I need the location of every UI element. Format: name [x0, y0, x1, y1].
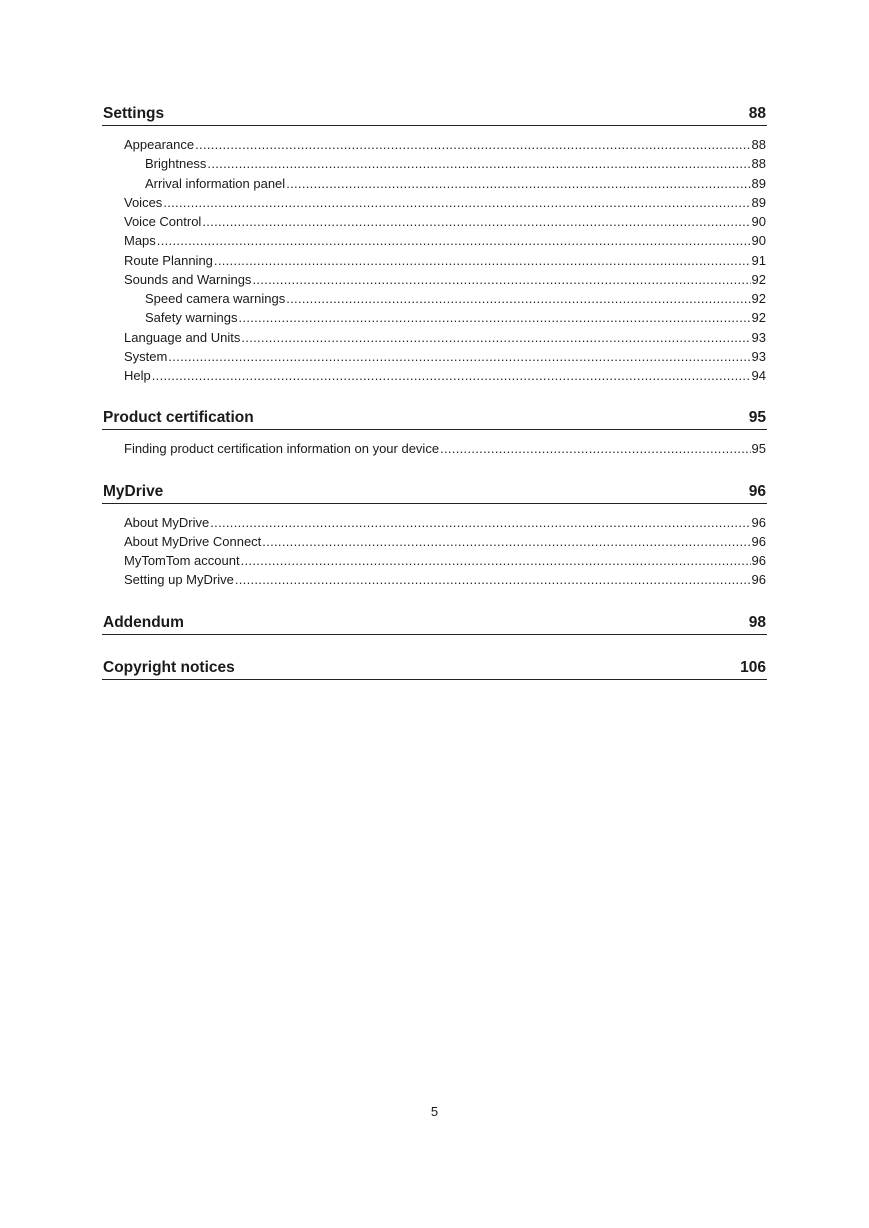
- section-heading[interactable]: [102, 104, 767, 126]
- toc-entry-label: Speed camera warnings: [145, 291, 286, 306]
- section-heading[interactable]: [102, 408, 767, 430]
- toc-entry[interactable]: [102, 551, 767, 570]
- dot-leader: [210, 513, 750, 532]
- toc-entry-page: 93: [751, 329, 766, 345]
- toc-entry-label: Sounds and Warnings: [124, 271, 252, 287]
- toc-entry-page: 89: [751, 175, 766, 191]
- toc-section: [102, 658, 767, 680]
- toc-entry-page: 96: [751, 553, 766, 568]
- section-title: MyDrive: [103, 482, 164, 500]
- toc-entry[interactable]: [102, 251, 767, 270]
- dot-leader: [202, 212, 750, 231]
- section-title: Copyright notices: [103, 658, 235, 676]
- toc-entry[interactable]: [102, 513, 767, 532]
- toc-entry-page: 88: [751, 156, 766, 172]
- dot-leader: [152, 366, 751, 385]
- section-title: Product certification: [103, 409, 254, 427]
- toc-entry[interactable]: [102, 532, 767, 551]
- section-heading[interactable]: [102, 482, 767, 504]
- dot-leader: [168, 347, 750, 366]
- section-page-number: 98: [748, 613, 766, 631]
- toc-entry-page: 96: [751, 533, 766, 549]
- toc-entry-label: Arrival information panel: [145, 175, 286, 191]
- dot-leader: [252, 270, 750, 289]
- dot-leader: [440, 439, 750, 458]
- toc-entry-label: MyTomTom account: [124, 553, 240, 568]
- toc-section: [102, 613, 767, 635]
- toc-entry-page: 93: [751, 348, 766, 364]
- dot-leader: [286, 289, 750, 308]
- page-number: 5: [430, 1104, 439, 1119]
- toc-entry[interactable]: [102, 193, 767, 212]
- toc-entry[interactable]: [102, 135, 767, 154]
- dot-leader: [157, 231, 751, 250]
- toc-entry-page: 96: [751, 514, 766, 530]
- dot-leader: [286, 174, 750, 193]
- section-page-number: 106: [740, 658, 766, 676]
- toc-entry-page: 90: [751, 233, 766, 249]
- toc-entry[interactable]: [102, 328, 767, 347]
- section-page-number: 96: [748, 482, 766, 500]
- toc-entry-page: 92: [751, 310, 766, 326]
- toc-entry-label: Maps: [124, 233, 156, 249]
- dot-leader: [207, 154, 750, 173]
- section-page-number: 88: [748, 105, 766, 122]
- toc-entry-page: 92: [751, 291, 766, 306]
- dot-leader: [163, 193, 750, 212]
- toc-entry-page: 92: [751, 271, 766, 287]
- toc-entry-label: About MyDrive: [124, 514, 210, 530]
- toc-entry-page: 96: [751, 572, 766, 588]
- toc-entry[interactable]: [102, 154, 767, 173]
- dot-leader: [195, 135, 750, 154]
- toc-entry-label: Language and Units: [124, 329, 241, 345]
- toc-entry-label: Finding product certification information on your device: [124, 441, 440, 457]
- toc-entry[interactable]: [102, 270, 767, 289]
- toc-entry[interactable]: [102, 289, 767, 308]
- toc-entry[interactable]: [102, 439, 767, 458]
- toc-entry[interactable]: [102, 570, 767, 589]
- toc-entry-page: 89: [751, 194, 766, 210]
- toc-entry-page: 95: [751, 441, 766, 457]
- dot-leader: [262, 532, 750, 551]
- section-heading[interactable]: [102, 613, 767, 635]
- toc-entry[interactable]: [102, 174, 767, 193]
- toc-section: [102, 104, 767, 385]
- toc-entry-label: Appearance: [124, 137, 195, 152]
- toc-entry-label: System: [124, 348, 168, 364]
- toc-entry-label: Help: [124, 368, 151, 383]
- toc-entry-page: 91: [751, 252, 766, 268]
- toc-entry[interactable]: [102, 231, 767, 250]
- toc-entry-label: Safety warnings: [145, 310, 238, 326]
- toc-entry-page: 90: [751, 214, 766, 229]
- toc-entry-label: Setting up MyDrive: [124, 572, 234, 588]
- section-page-number: 95: [748, 409, 766, 427]
- toc-section: [102, 482, 767, 590]
- toc-entry[interactable]: [102, 366, 767, 385]
- toc-entry-label: Route Planning: [124, 252, 213, 268]
- section-title: Addendum: [103, 613, 184, 631]
- toc-entry-label: Brightness: [145, 156, 207, 172]
- table-of-contents: [102, 104, 767, 703]
- toc-entry[interactable]: [102, 308, 767, 327]
- dot-leader: [241, 328, 750, 347]
- toc-entry[interactable]: [102, 212, 767, 231]
- toc-entry-page: 88: [751, 137, 766, 152]
- toc-entry-label: About MyDrive Connect: [124, 533, 262, 549]
- toc-entry-label: Voice Control: [124, 214, 202, 229]
- dot-leader: [239, 308, 751, 327]
- toc-section: [102, 408, 767, 458]
- dot-leader: [214, 251, 751, 270]
- section-heading[interactable]: [102, 658, 767, 680]
- dot-leader: [235, 570, 751, 589]
- toc-entry-label: Voices: [124, 194, 163, 210]
- toc-entry-page: 94: [751, 368, 766, 383]
- section-title: Settings: [103, 105, 165, 122]
- dot-leader: [241, 551, 751, 570]
- toc-entry[interactable]: [102, 347, 767, 366]
